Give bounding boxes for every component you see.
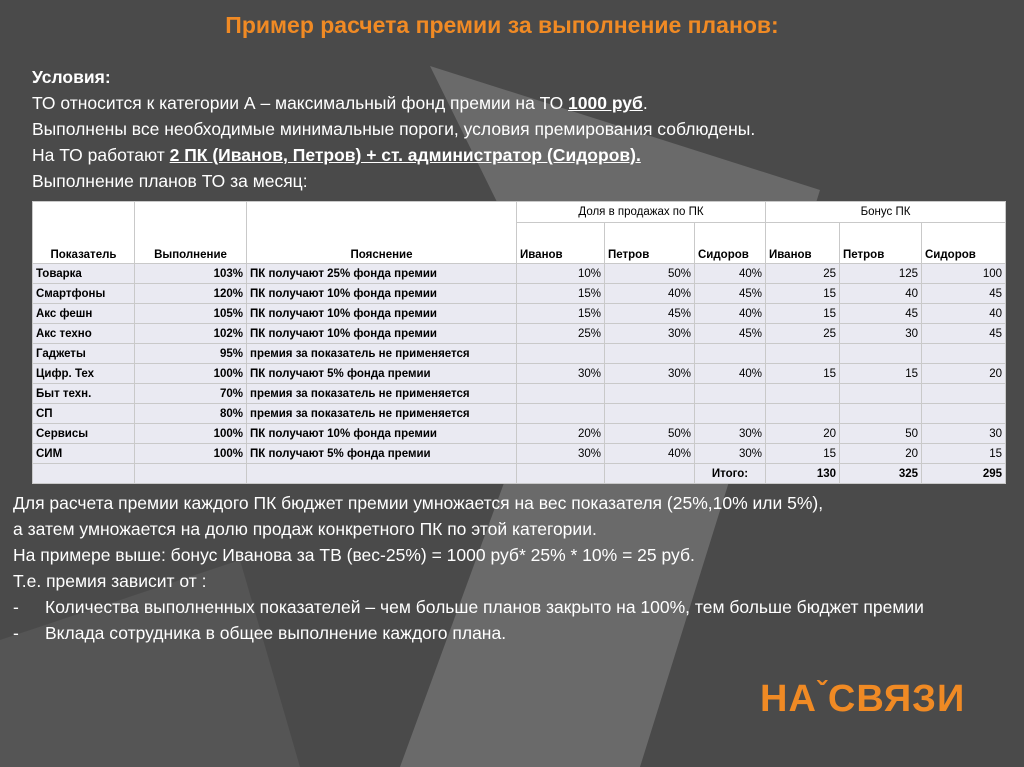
- row-indicator-name: Сервисы: [33, 424, 135, 444]
- row-share-petrov: 50%: [605, 424, 695, 444]
- table-row: [33, 384, 1006, 404]
- header-share-petrov: Петров: [605, 223, 695, 264]
- line3-prefix: На ТО работают: [32, 145, 170, 165]
- row-completion: 102%: [135, 324, 247, 344]
- table-header-row-1: [33, 202, 1006, 223]
- row-bonus-sidorov: 30: [922, 424, 1006, 444]
- table-row: [33, 264, 1006, 284]
- row-share-ivanov: [517, 404, 605, 424]
- row-explanation: ПК получают 10% фонда премии: [247, 304, 517, 324]
- row-share-ivanov: 25%: [517, 324, 605, 344]
- row-indicator-name: Смартфоны: [33, 284, 135, 304]
- row-completion: 105%: [135, 304, 247, 324]
- row-share-sidorov: 30%: [695, 424, 766, 444]
- row-completion: 80%: [135, 404, 247, 424]
- row-completion: 95%: [135, 344, 247, 364]
- total-empty-cell: [605, 464, 695, 484]
- row-share-ivanov: [517, 384, 605, 404]
- row-share-sidorov: [695, 344, 766, 364]
- row-explanation: премия за показатель не применяется: [247, 344, 517, 364]
- conditions-line-1: [32, 90, 755, 116]
- row-completion: 120%: [135, 284, 247, 304]
- total-bonus-petrov: 325: [840, 464, 922, 484]
- row-indicator-name: Цифр. Тех: [33, 364, 135, 384]
- row-share-sidorov: [695, 384, 766, 404]
- row-explanation: ПК получают 10% фонда премии: [247, 324, 517, 344]
- row-bonus-sidorov: 40: [922, 304, 1006, 324]
- row-bonus-ivanov: 15: [766, 444, 840, 464]
- row-bonus-ivanov: [766, 344, 840, 364]
- row-completion: 100%: [135, 424, 247, 444]
- total-empty-cell: [33, 464, 135, 484]
- row-bonus-ivanov: 25: [766, 324, 840, 344]
- conditions-line-3: [32, 142, 755, 168]
- table-total-row: [33, 464, 1006, 484]
- table-row: [33, 324, 1006, 344]
- row-bonus-petrov: 125: [840, 264, 922, 284]
- row-completion: 103%: [135, 264, 247, 284]
- row-explanation: ПК получают 10% фонда премии: [247, 424, 517, 444]
- total-empty-cell: [517, 464, 605, 484]
- row-bonus-ivanov: [766, 404, 840, 424]
- line3-staff: 2 ПК (Иванов, Петров) + ст. администратор (Сидоров).: [169, 145, 641, 165]
- row-share-petrov: 45%: [605, 304, 695, 324]
- table-row: [33, 304, 1006, 324]
- row-share-petrov: 40%: [605, 444, 695, 464]
- row-bonus-sidorov: 45: [922, 284, 1006, 304]
- explanation-line-4: Т.е. премия зависит от :: [13, 571, 207, 591]
- row-completion: 100%: [135, 444, 247, 464]
- header-explanation: Пояснение: [247, 202, 517, 264]
- brand-logo: [760, 678, 965, 721]
- row-share-ivanov: 30%: [517, 364, 605, 384]
- table-row: [33, 424, 1006, 444]
- row-share-ivanov: 20%: [517, 424, 605, 444]
- header-bonus-ivanov: Иванов: [766, 223, 840, 264]
- row-indicator-name: Акс техно: [33, 324, 135, 344]
- table-row: [33, 284, 1006, 304]
- row-bonus-petrov: [840, 344, 922, 364]
- table-row: [33, 344, 1006, 364]
- row-bonus-sidorov: 45: [922, 324, 1006, 344]
- row-bonus-ivanov: 25: [766, 264, 840, 284]
- row-share-petrov: 40%: [605, 284, 695, 304]
- row-share-sidorov: 30%: [695, 444, 766, 464]
- row-bonus-sidorov: 20: [922, 364, 1006, 384]
- row-explanation: ПК получают 10% фонда премии: [247, 284, 517, 304]
- explanation-block: [13, 490, 924, 646]
- row-share-ivanov: 30%: [517, 444, 605, 464]
- row-bonus-petrov: 45: [840, 304, 922, 324]
- row-share-sidorov: 40%: [695, 264, 766, 284]
- row-share-petrov: [605, 404, 695, 424]
- header-bonus-group: Бонус ПК: [766, 202, 1006, 223]
- bullet-marker: -: [13, 623, 19, 643]
- row-share-petrov: [605, 344, 695, 364]
- row-bonus-sidorov: [922, 384, 1006, 404]
- total-bonus-ivanov: 130: [766, 464, 840, 484]
- row-bonus-ivanov: [766, 384, 840, 404]
- row-bonus-sidorov: [922, 344, 1006, 364]
- conditions-line-4: Выполнение планов ТО за месяц:: [32, 171, 308, 191]
- logo-part-2: СВЯЗИ: [827, 678, 966, 720]
- row-bonus-sidorov: [922, 404, 1006, 424]
- bullet-text: Вклада сотрудника в общее выполнение каждого плана.: [45, 623, 507, 643]
- bullet-item: [13, 594, 924, 620]
- total-empty-cell: [135, 464, 247, 484]
- row-bonus-petrov: 30: [840, 324, 922, 344]
- row-completion: 70%: [135, 384, 247, 404]
- row-share-ivanov: 15%: [517, 304, 605, 324]
- row-indicator-name: СП: [33, 404, 135, 424]
- row-bonus-petrov: 40: [840, 284, 922, 304]
- row-share-ivanov: 15%: [517, 284, 605, 304]
- row-completion: 100%: [135, 364, 247, 384]
- line1-fund-amount: 1000 руб: [568, 93, 643, 113]
- row-bonus-ivanov: 15: [766, 284, 840, 304]
- row-share-sidorov: 40%: [695, 364, 766, 384]
- row-bonus-petrov: 15: [840, 364, 922, 384]
- row-indicator-name: СИМ: [33, 444, 135, 464]
- table-row: [33, 364, 1006, 384]
- row-indicator-name: Товарка: [33, 264, 135, 284]
- row-share-ivanov: 10%: [517, 264, 605, 284]
- row-indicator-name: Гаджеты: [33, 344, 135, 364]
- row-bonus-petrov: [840, 404, 922, 424]
- row-share-sidorov: [695, 404, 766, 424]
- line1-prefix: ТО относится к категории А – максимальный фонд премии на ТО: [32, 93, 569, 113]
- explanation-line-3: На примере выше: бонус Иванова за ТВ (вес-25%) = 1000 руб* 25% * 10% = 25 руб.: [13, 545, 695, 565]
- header-bonus-sidorov: Сидоров: [922, 223, 1006, 264]
- total-empty-cell: [247, 464, 517, 484]
- row-share-petrov: [605, 384, 695, 404]
- row-share-ivanov: [517, 344, 605, 364]
- row-bonus-sidorov: 100: [922, 264, 1006, 284]
- explanation-line-2: а затем умножается на долю продаж конкретного ПК по этой категории.: [13, 519, 597, 539]
- row-bonus-petrov: 50: [840, 424, 922, 444]
- row-explanation: ПК получают 5% фонда премии: [247, 444, 517, 464]
- row-explanation: ПК получают 25% фонда премии: [247, 264, 517, 284]
- row-bonus-ivanov: 15: [766, 304, 840, 324]
- conditions-block: [32, 64, 755, 194]
- explanation-line-1: Для расчета премии каждого ПК бюджет премии умножается на вес показателя (25%,10% или 5%),: [13, 493, 824, 513]
- total-label: Итого:: [695, 464, 766, 484]
- header-indicator: Показатель: [33, 202, 135, 264]
- row-share-petrov: 30%: [605, 324, 695, 344]
- header-share-group: Доля в продажах по ПК: [517, 202, 766, 223]
- row-share-sidorov: 45%: [695, 324, 766, 344]
- line1-suffix: .: [642, 93, 648, 113]
- row-explanation: премия за показатель не применяется: [247, 384, 517, 404]
- row-explanation: премия за показатель не применяется: [247, 404, 517, 424]
- slide-title: Пример расчета премии за выполнение планов:: [225, 12, 779, 38]
- row-indicator-name: Акс фешн: [33, 304, 135, 324]
- table-row: [33, 444, 1006, 464]
- logo-tick: ˇ: [816, 676, 828, 709]
- conditions-heading: Условия:: [32, 67, 111, 87]
- conditions-line-2: Выполнены все необходимые минимальные пороги, условия премирования соблюдены.: [32, 119, 756, 139]
- bullet-item: [13, 620, 924, 646]
- plan-table-container: [32, 201, 1005, 480]
- header-completion: Выполнение: [135, 202, 247, 264]
- plan-table: [32, 201, 1006, 484]
- row-bonus-ivanov: 15: [766, 364, 840, 384]
- row-bonus-ivanov: 20: [766, 424, 840, 444]
- table-row: [33, 404, 1006, 424]
- row-share-sidorov: 40%: [695, 304, 766, 324]
- row-bonus-petrov: [840, 384, 922, 404]
- row-bonus-petrov: 20: [840, 444, 922, 464]
- row-share-petrov: 30%: [605, 364, 695, 384]
- logo-part-1: НА: [760, 678, 817, 720]
- row-share-sidorov: 45%: [695, 284, 766, 304]
- total-bonus-sidorov: 295: [922, 464, 1006, 484]
- bullet-marker: -: [13, 597, 19, 617]
- row-explanation: ПК получают 5% фонда премии: [247, 364, 517, 384]
- header-share-sidorov: Сидоров: [695, 223, 766, 264]
- row-bonus-sidorov: 15: [922, 444, 1006, 464]
- row-indicator-name: Быт техн.: [33, 384, 135, 404]
- header-share-ivanov: Иванов: [517, 223, 605, 264]
- header-bonus-petrov: Петров: [840, 223, 922, 264]
- bullet-text: Количества выполненных показателей – чем больше планов закрыто на 100%, тем больше бюджет премии: [45, 597, 924, 617]
- row-share-petrov: 50%: [605, 264, 695, 284]
